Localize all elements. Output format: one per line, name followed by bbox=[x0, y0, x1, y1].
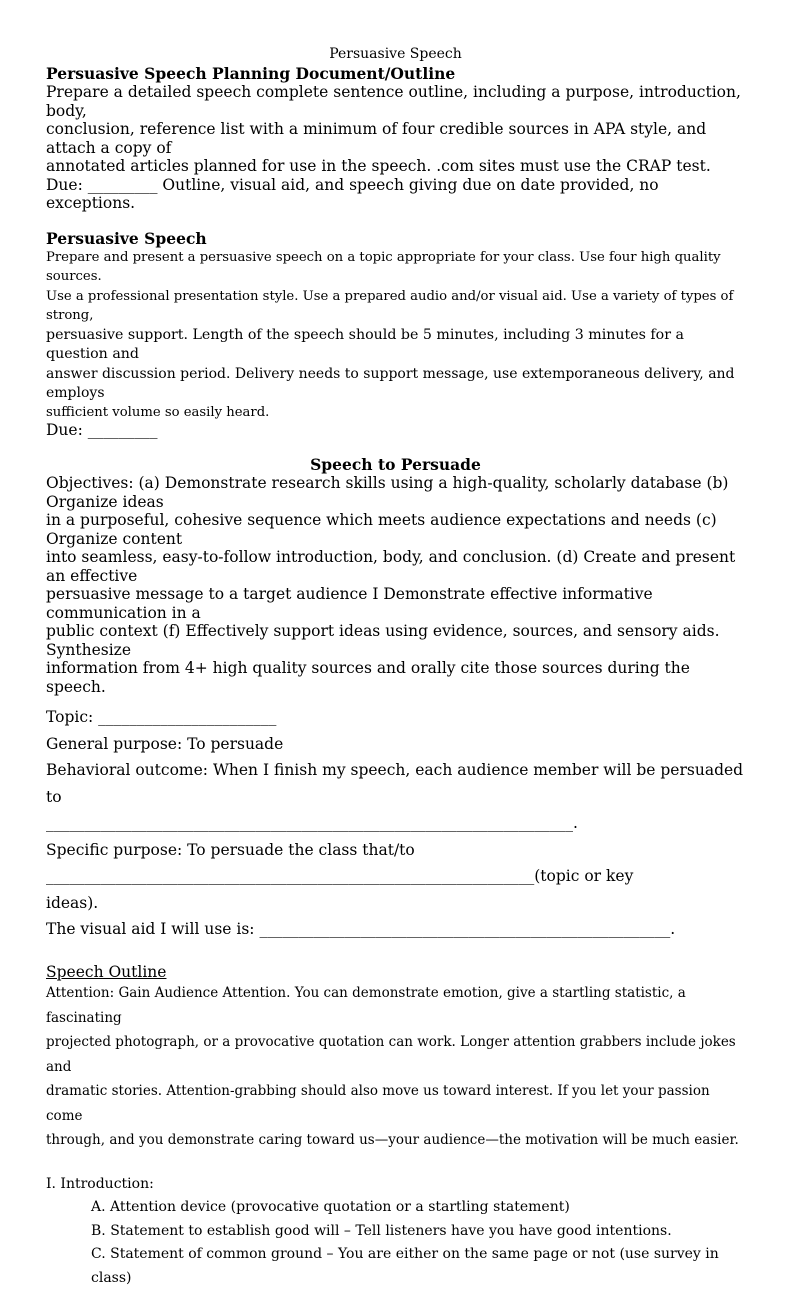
general-purpose: General purpose: To persuade bbox=[46, 731, 745, 758]
objectives-line: information from 4+ high quality sources and orally cite those sources during the speech. bbox=[46, 659, 745, 696]
behavioral-outcome: Behavioral outcome: When I finish my speech, each audience member will be persuaded to bbox=[46, 757, 745, 810]
objectives-line: Objectives: (a) Demonstrate research skills using a high-quality, scholarly database (b) Organize ideas bbox=[46, 474, 745, 511]
form-section bbox=[46, 704, 745, 943]
planning-line: annotated articles planned for use in the speech. .com sites must use the CRAP test. bbox=[46, 157, 745, 176]
attention-line: Attention: Gain Audience Attention. You can demonstrate emotion, give a startling statistic, a fascinating bbox=[46, 981, 745, 1030]
specific-tail: ideas). bbox=[46, 890, 745, 917]
intro-item: A. Attention device (provocative quotation or a startling statement) bbox=[46, 1196, 745, 1220]
speech-due: Due: _________ bbox=[46, 421, 745, 440]
objectives-line: in a purposeful, cohesive sequence which meets audience expectations and needs (c) Organize content bbox=[46, 511, 745, 548]
outline-heading: Speech Outline bbox=[46, 963, 745, 982]
outline-section bbox=[46, 963, 745, 1290]
planning-line: conclusion, reference list with a minimum of four credible sources in APA style, and attach a copy of bbox=[46, 120, 745, 157]
running-header: Persuasive Speech bbox=[46, 46, 745, 62]
planning-heading: Persuasive Speech Planning Document/Outline bbox=[46, 64, 745, 83]
specific-purpose: Specific purpose: To persuade the class that/to bbox=[46, 837, 745, 864]
speech-line: Use a professional presentation style. Use a prepared audio and/or visual aid. Use a variety of types of strong, bbox=[46, 287, 745, 326]
attention-line: through, and you demonstrate caring toward us—your audience—the motivation will be much easier. bbox=[46, 1128, 745, 1153]
topic-field[interactable]: Topic: _______________________ bbox=[46, 704, 745, 731]
attention-line: projected photograph, or a provocative quotation can work. Longer attention grabbers include jokes and bbox=[46, 1030, 745, 1079]
visual-aid-field[interactable]: The visual aid I will use is: _____________________________________________________. bbox=[46, 916, 745, 943]
speech-section bbox=[46, 229, 745, 440]
specific-blank[interactable]: _______________________________________________________________(topic or key bbox=[46, 863, 745, 890]
planning-due: Due: _________ Outline, visual aid, and speech giving due on date provided, no exceptions. bbox=[46, 176, 745, 213]
behavioral-blank[interactable]: ____________________________________________________________________. bbox=[46, 810, 745, 837]
introduction-heading: I. Introduction: bbox=[46, 1173, 745, 1197]
planning-line: Prepare a detailed speech complete sentence outline, including a purpose, introduction, body, bbox=[46, 83, 745, 120]
attention-line: dramatic stories. Attention-grabbing should also move us toward interest. If you let your passion come bbox=[46, 1079, 745, 1128]
objectives-line: persuasive message to a target audience I Demonstrate effective informative communication in a bbox=[46, 585, 745, 622]
objectives-line: into seamless, easy-to-follow introduction, body, and conclusion. (d) Create and present an effective bbox=[46, 548, 745, 585]
speech-line: Prepare and present a persuasive speech on a topic appropriate for your class. Use four high quality sources. bbox=[46, 248, 745, 287]
speech-line: answer discussion period. Delivery needs to support message, use extemporaneous delivery, and employs bbox=[46, 365, 745, 404]
speech-heading: Persuasive Speech bbox=[46, 229, 745, 248]
intro-item: C. Statement of common ground – You are either on the same page or not (use survey in class) bbox=[46, 1243, 745, 1290]
objectives-line: public context (f) Effectively support ideas using evidence, sources, and sensory aids. Synthesize bbox=[46, 622, 745, 659]
persuade-section bbox=[46, 455, 745, 696]
persuade-heading: Speech to Persuade bbox=[46, 455, 745, 474]
speech-line: persuasive support. Length of the speech should be 5 minutes, including 3 minutes for a question and bbox=[46, 326, 745, 365]
intro-item: B. Statement to establish good will – Tell listeners have you have good intentions. bbox=[46, 1220, 745, 1244]
speech-line: sufficient volume so easily heard. bbox=[46, 404, 745, 421]
planning-section bbox=[46, 64, 745, 213]
